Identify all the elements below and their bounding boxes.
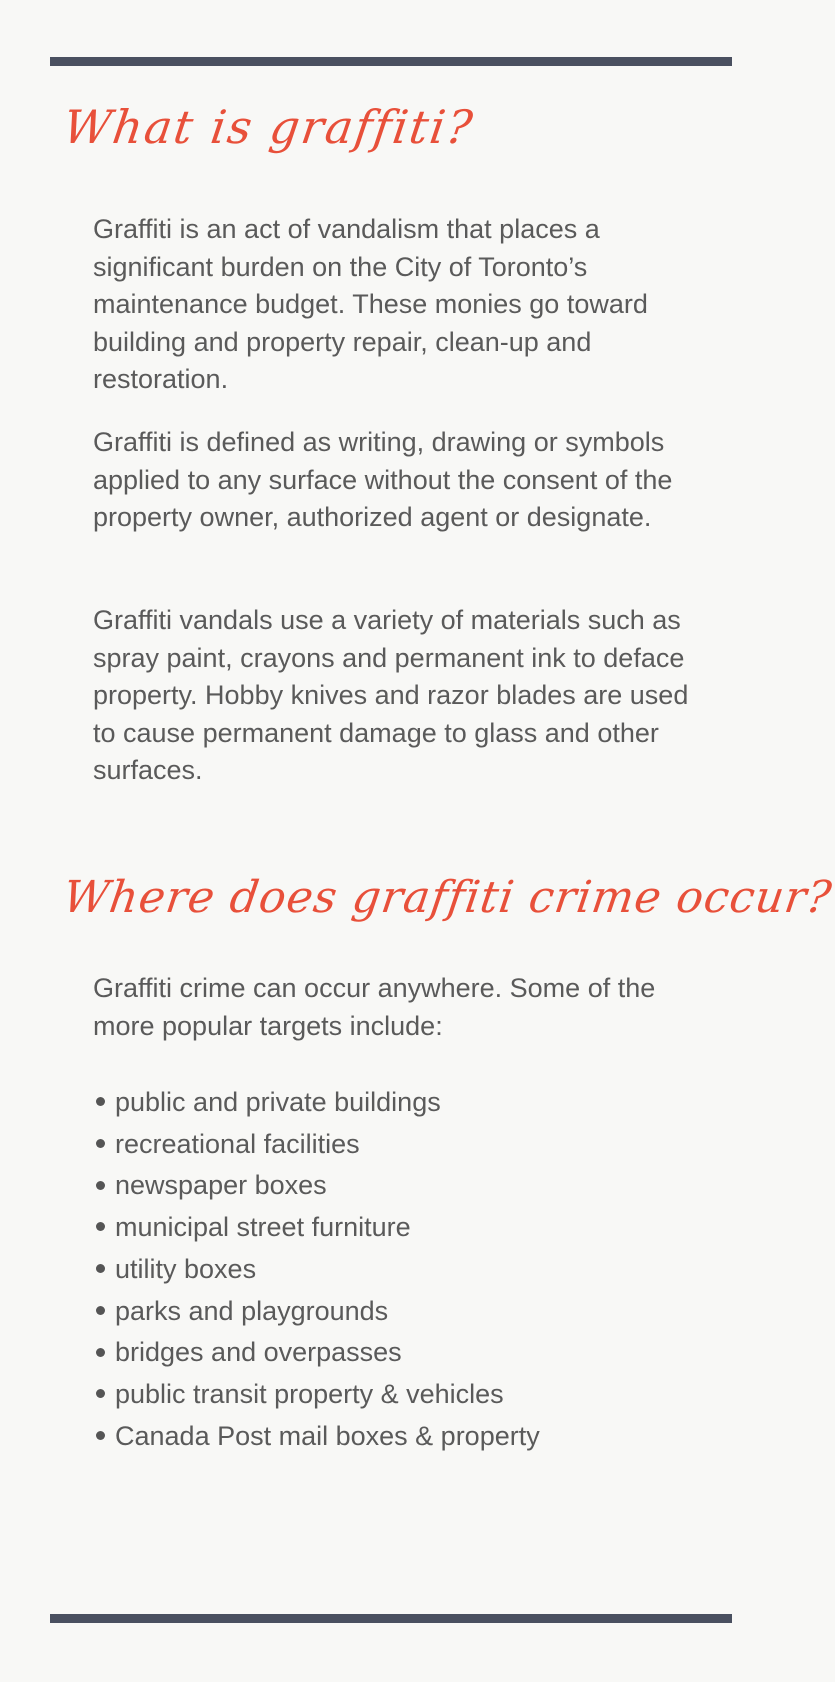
list-item-label: municipal street furniture <box>115 1212 411 1243</box>
list-item <box>96 1416 540 1458</box>
list-item <box>96 1249 540 1291</box>
bullet-icon <box>96 1264 105 1273</box>
list-item-label: newspaper boxes <box>115 1170 327 1201</box>
list-item-label: parks and playgrounds <box>115 1295 389 1326</box>
list-item-label: utility boxes <box>115 1253 257 1284</box>
bullet-icon <box>96 1389 105 1398</box>
list-item <box>96 1207 540 1249</box>
bottom-divider-rule <box>50 1614 732 1623</box>
bullet-icon <box>96 1097 105 1106</box>
list-item-label: public transit property & vehicles <box>115 1378 504 1409</box>
list-item-label: recreational facilities <box>115 1128 360 1159</box>
list-item-label: Canada Post mail boxes & property <box>115 1420 540 1451</box>
list-item <box>96 1165 540 1207</box>
section-heading-what-is-graffiti: What is graffiti? <box>60 100 478 154</box>
bullet-icon <box>96 1222 105 1231</box>
list-item <box>96 1124 540 1166</box>
bullet-icon <box>96 1139 105 1148</box>
list-item <box>96 1082 540 1124</box>
list-item-label: public and private buildings <box>115 1087 441 1117</box>
bullet-icon <box>96 1306 105 1315</box>
bullet-icon <box>96 1181 105 1190</box>
paragraph-definition-burden: Graffiti is an act of vandalism that places a significant burden on the City of Toronto’s maintenance budget. These monies go toward building and property repair, clean-up and restoration. <box>93 214 648 394</box>
list-item <box>96 1332 540 1374</box>
list-item-label: bridges and overpasses <box>115 1337 402 1368</box>
list-item <box>96 1291 540 1333</box>
paragraph-targets-intro: Graffiti crime can occur anywhere. Some of the more popular targets include: <box>93 973 656 1041</box>
paragraph-materials: Graffiti vandals use a variety of materials such as spray paint, crayons and permanent ink to deface property. Hobby knives and razor blades are used to cause permanent damage to glass and other surfaces. <box>93 605 689 785</box>
top-divider-rule <box>50 57 732 66</box>
paragraph-definition: Graffiti is defined as writing, drawing or symbols applied to any surface without the consent of the property owner, authorized agent or designate. <box>93 427 673 532</box>
list-item <box>96 1374 540 1416</box>
section-heading-where-graffiti-occurs: Where does graffiti crime occur? <box>60 872 835 923</box>
target-list <box>96 1082 540 1457</box>
bullet-icon <box>96 1431 105 1440</box>
bullet-icon <box>96 1348 105 1357</box>
